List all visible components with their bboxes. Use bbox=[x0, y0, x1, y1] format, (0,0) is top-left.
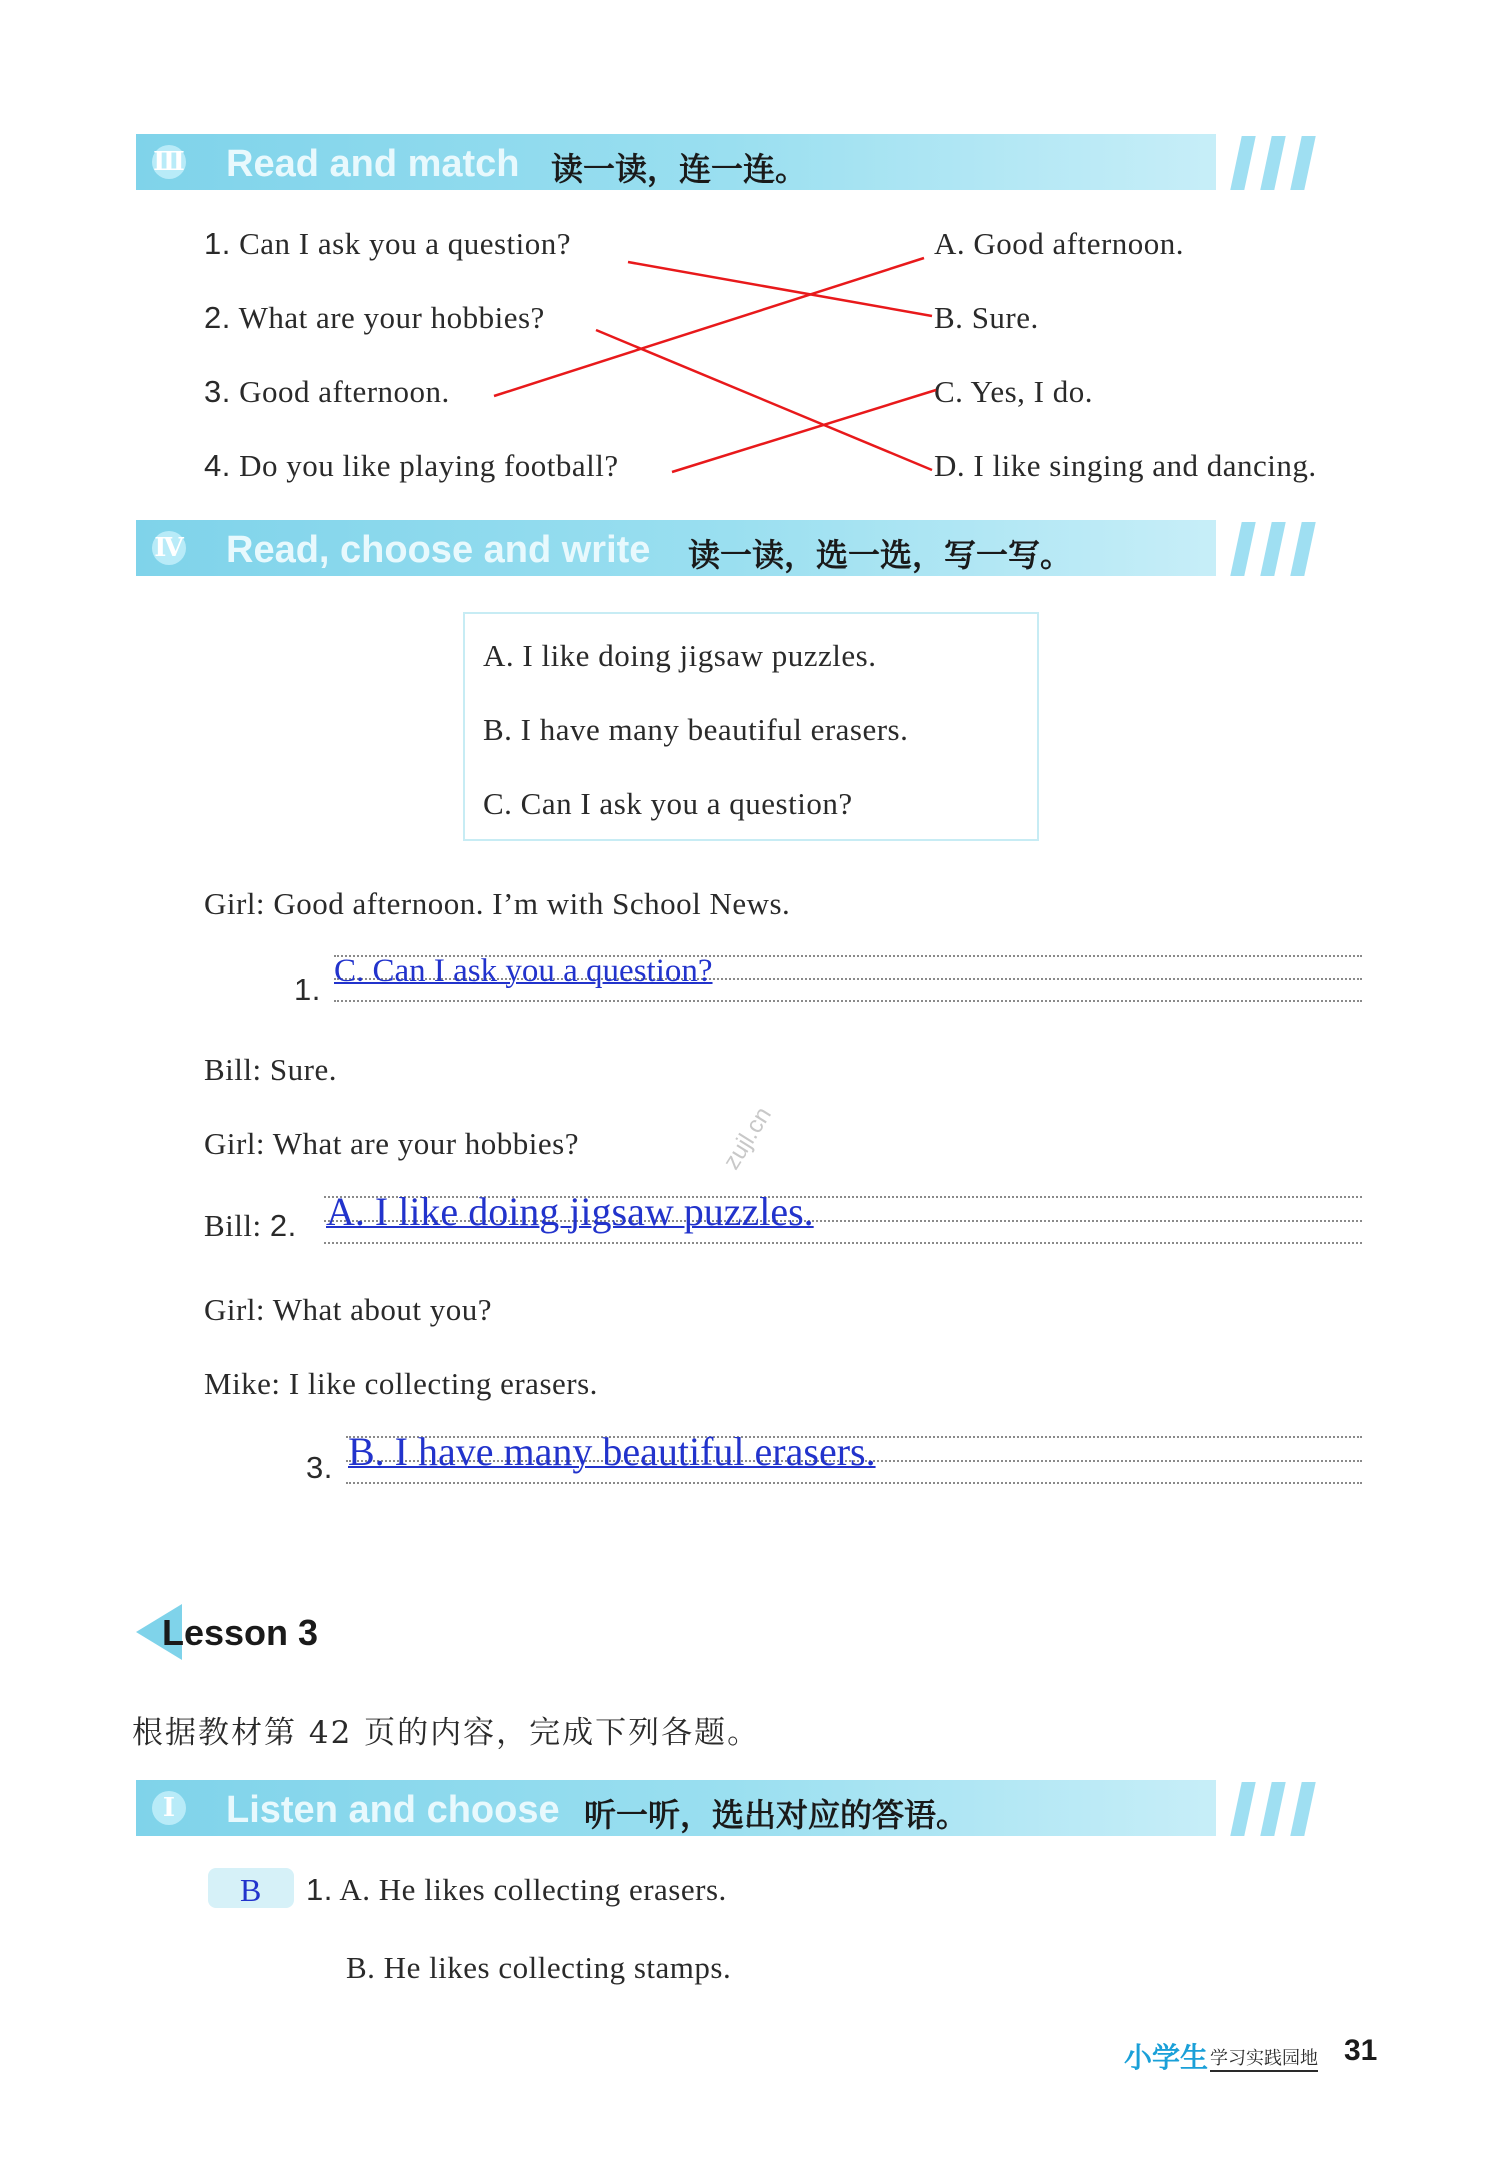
banner-stripe bbox=[1260, 1782, 1285, 1836]
section-1-banner bbox=[136, 1780, 1316, 1836]
option-a: A. I like doing jigsaw puzzles. bbox=[483, 638, 877, 673]
question-1-option-b: B. He likes collecting stamps. bbox=[346, 1950, 732, 1985]
section-3-title-zh: 读一读，连一连。 bbox=[551, 150, 808, 188]
section-1-title-en: Listen and choose bbox=[226, 1789, 560, 1831]
match-right-item-c: C. Yes, I do. bbox=[934, 374, 1093, 409]
option-b: B. I have many beautiful erasers. bbox=[483, 712, 909, 747]
banner-stripe bbox=[1260, 522, 1285, 576]
blank-3-answer[interactable]: B. I have many beautiful erasers. bbox=[348, 1429, 876, 1474]
section-1-numeral: Ⅰ bbox=[152, 1791, 186, 1825]
match-right-item-b: B. Sure. bbox=[934, 300, 1039, 335]
match-right-item-a: A. Good afternoon. bbox=[934, 226, 1185, 261]
blank-1-number: 1. bbox=[294, 972, 321, 1007]
dialogue-line-5: Girl: What about you? bbox=[204, 1292, 493, 1327]
question-1-option-a: 1. A. He likes collecting erasers. bbox=[306, 1872, 727, 1907]
banner-stripe bbox=[1230, 1782, 1255, 1836]
match-left-item-3: 3. Good afternoon. bbox=[204, 374, 450, 409]
page-number: 31 bbox=[1344, 2034, 1378, 2067]
speaker: Girl: bbox=[204, 886, 266, 921]
banner-stripe bbox=[1230, 522, 1255, 576]
section-4-banner bbox=[136, 520, 1316, 576]
section-1-title-zh: 听一听，选出对应的答语。 bbox=[584, 1796, 969, 1834]
section-3-numeral: Ⅲ bbox=[152, 145, 186, 179]
speaker: Girl: bbox=[204, 1292, 266, 1327]
blank-1-answer[interactable]: C. Can I ask you a question? bbox=[334, 953, 713, 989]
section-4-title-en: Read, choose and write bbox=[226, 529, 651, 571]
match-line-2-d bbox=[596, 330, 932, 470]
speaker: Girl: bbox=[204, 1126, 266, 1161]
match-lines bbox=[0, 0, 1500, 560]
footer-subtitle: 学习实践园地 bbox=[1210, 2044, 1318, 2072]
answer-line-2c bbox=[324, 1242, 1362, 1244]
answer-line-3c bbox=[346, 1482, 1362, 1484]
blank-2-number: 2. bbox=[269, 1208, 297, 1243]
speaker: Mike: bbox=[204, 1366, 281, 1401]
lesson-instruction: 根据教材第 42 页的内容，完成下列各题。 bbox=[132, 1715, 761, 1751]
answer-line-1c bbox=[334, 1000, 1362, 1002]
footer-brand: 小学生 bbox=[1124, 2041, 1209, 2074]
banner-stripe bbox=[1290, 1782, 1315, 1836]
dialogue-line-4 bbox=[204, 1208, 297, 1244]
answer-1: B bbox=[240, 1872, 262, 1908]
blank-3-number: 3. bbox=[306, 1450, 333, 1485]
dialogue-line-1: Girl: Good afternoon. I’m with School News. bbox=[204, 886, 791, 921]
blank-2-answer[interactable]: A. I like doing jigsaw puzzles. bbox=[326, 1189, 814, 1234]
dialogue-line-2: Bill: Sure. bbox=[204, 1052, 337, 1087]
match-left-item-2: 2. What are your hobbies? bbox=[204, 300, 545, 335]
dialogue-line-3: Girl: What are your hobbies? bbox=[204, 1126, 580, 1161]
banner-stripe bbox=[1290, 522, 1315, 576]
match-right-item-d: D. I like singing and dancing. bbox=[934, 448, 1317, 483]
dialogue-line-6: Mike: I like collecting erasers. bbox=[204, 1366, 598, 1401]
lesson-title: Lesson 3 bbox=[162, 1612, 319, 1653]
section-3-title-en: Read and match bbox=[226, 143, 520, 185]
watermark: zujl.cn bbox=[718, 1102, 777, 1175]
section-4-title-zh: 读一读，选一选，写一写。 bbox=[688, 536, 1073, 574]
match-left-item-4: 4. Do you like playing football? bbox=[204, 448, 619, 483]
match-line-4-c bbox=[672, 390, 936, 472]
speaker: Bill: bbox=[204, 1208, 262, 1243]
option-c: C. Can I ask you a question? bbox=[483, 786, 853, 821]
section-4-numeral: Ⅳ bbox=[152, 531, 186, 565]
match-left-item-1: 1. Can I ask you a question? bbox=[204, 226, 572, 261]
speaker: Bill: bbox=[204, 1052, 262, 1087]
match-line-3-a bbox=[494, 258, 924, 396]
